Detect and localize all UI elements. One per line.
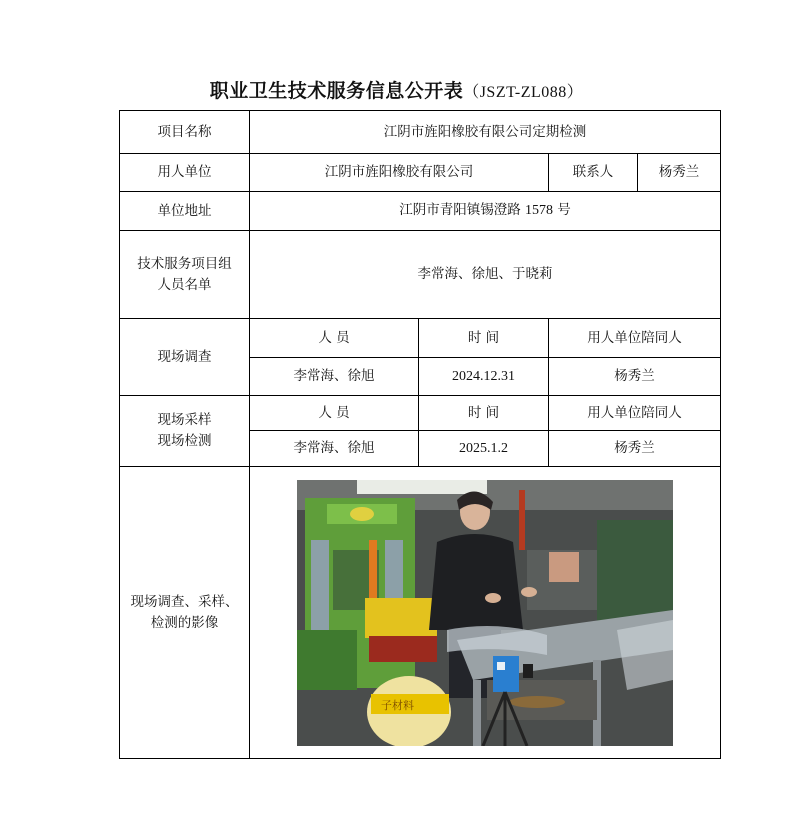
survey-staff: 李常海、徐旭: [250, 358, 419, 396]
sampling-staff: 李常海、徐旭: [250, 431, 419, 467]
employer-value: 江阴市旌阳橡胶有限公司: [250, 154, 549, 192]
survey-date: 2024.12.31: [419, 358, 549, 396]
project-label: 项目名称: [120, 111, 250, 154]
sampling-label-line1: 现场采样: [157, 412, 212, 429]
team-value: 李常海、徐旭、于晓莉: [250, 231, 721, 319]
sampling-date: 2025.1.2: [419, 431, 549, 467]
team-label-line1: 技术服务项目组: [137, 255, 232, 272]
row-team: [120, 231, 721, 319]
survey-header-date: 时 间: [419, 319, 549, 358]
images-label-line2: 检测的影像: [150, 614, 219, 631]
sampling-label-line2: 现场检测: [157, 433, 212, 449]
row-address: [120, 192, 721, 231]
sampling-header-staff: 人 员: [250, 396, 419, 431]
info-table: [119, 110, 721, 759]
images-cell: [250, 467, 721, 759]
images-label-line1: 现场调查、采样、: [130, 593, 239, 610]
address-prefix: 江阴市青阳镇锡澄路: [399, 202, 525, 219]
project-value: 江阴市旌阳橡胶有限公司定期检测: [250, 111, 721, 154]
address-value: [250, 192, 721, 231]
row-survey-header: [120, 319, 721, 358]
sampling-label: [120, 396, 250, 467]
title-code: （JSZT-ZL088）: [463, 84, 584, 101]
employer-label: 用人单位: [120, 154, 250, 192]
sampling-header-escort: 用人单位陪同人: [549, 396, 721, 431]
site-photo-illustration: [297, 480, 673, 746]
address-label: 单位地址: [120, 192, 250, 231]
sampling-escort: 杨秀兰: [549, 431, 721, 467]
team-label: [120, 231, 250, 319]
images-label: [120, 467, 250, 759]
contact-value: 杨秀兰: [638, 154, 721, 192]
address-suffix: 号: [553, 202, 571, 219]
contact-label: 联系人: [549, 154, 638, 192]
sampling-header-date: 时 间: [419, 396, 549, 431]
survey-escort: 杨秀兰: [549, 358, 721, 396]
row-images: [120, 467, 721, 759]
row-project: [120, 111, 721, 154]
site-photo: [297, 480, 673, 746]
team-label-line2: 人员名单: [157, 276, 212, 293]
title-main: 职业卫生技术服务信息公开表: [209, 80, 464, 102]
document-title: [0, 76, 793, 103]
sack-label: 子材料: [381, 698, 414, 712]
survey-header-escort: 用人单位陪同人: [549, 319, 721, 358]
survey-header-staff: 人 员: [250, 319, 419, 358]
row-sampling-header: [120, 396, 721, 431]
survey-label: 现场调查: [120, 319, 250, 396]
row-employer: [120, 154, 721, 192]
address-number: 1578: [525, 203, 553, 219]
